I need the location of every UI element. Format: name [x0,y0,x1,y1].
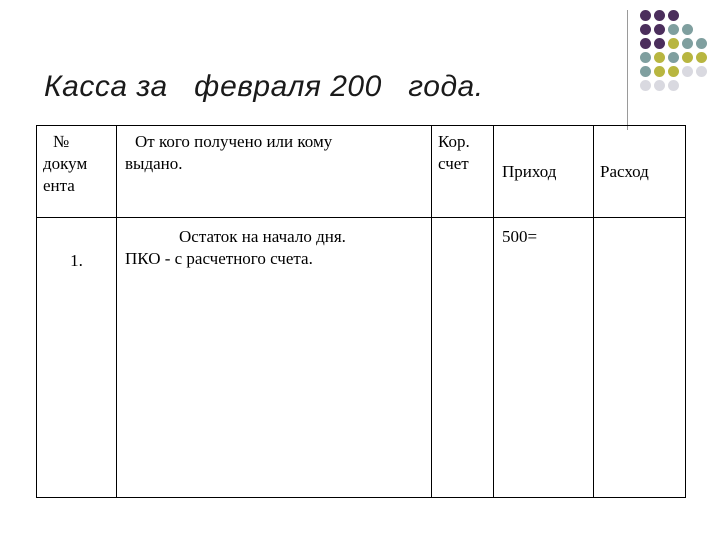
decorative-dot [640,80,651,91]
header-corr-account-line-1: Кор. [438,132,470,151]
header-income: Приход [494,126,594,218]
header-doc-number [37,126,117,218]
header-expense: Расход [594,126,686,218]
header-from-whom-line-1: От кого получено или кому [135,132,333,151]
decorative-dot [640,24,651,35]
page-title: Касса за февраля 200 года. [44,70,484,103]
decorative-dot [640,38,651,49]
table-row [37,218,686,498]
decorative-dot [682,24,693,35]
header-doc-number-line-3: ента [43,176,75,195]
decorative-dot [668,66,679,77]
header-corr-account-line-2: счет [438,154,469,173]
decorative-dot [682,52,693,63]
decorative-dot [668,80,679,91]
decorative-dot [668,52,679,63]
row-income: 500= [494,218,594,498]
decorative-dot [696,52,707,63]
row-corr-account [432,218,494,498]
decorative-dot [654,52,665,63]
decorative-dot [654,10,665,21]
decorative-dot [654,38,665,49]
decorative-dot [696,38,707,49]
decorative-dot [640,10,651,21]
decorative-dot [654,80,665,91]
decorative-dot-grid [640,10,710,120]
decorative-dot [682,38,693,49]
row-description [117,218,432,498]
header-doc-number-line-2: докум [43,154,88,173]
header-from-whom-line-2: выдано. [125,154,183,173]
decorative-dot [668,24,679,35]
decorative-dot [696,66,707,77]
divider-line [627,10,628,130]
row-description-line-1: Остаток на начало дня. [179,227,346,246]
header-doc-number-line-1: № [53,132,70,151]
decorative-dot [682,66,693,77]
decorative-dot [654,66,665,77]
table-header-row [37,126,686,218]
cash-ledger-table [36,125,686,498]
decorative-dot [640,66,651,77]
header-corr-account [432,126,494,218]
header-from-whom [117,126,432,218]
decorative-dot [668,38,679,49]
row-doc-number: 1. [37,218,117,498]
decorative-dot [668,10,679,21]
decorative-dot [640,52,651,63]
decorative-dot [654,24,665,35]
row-expense [594,218,686,498]
row-description-line-2: ПКО - с расчетного счета. [125,249,313,268]
